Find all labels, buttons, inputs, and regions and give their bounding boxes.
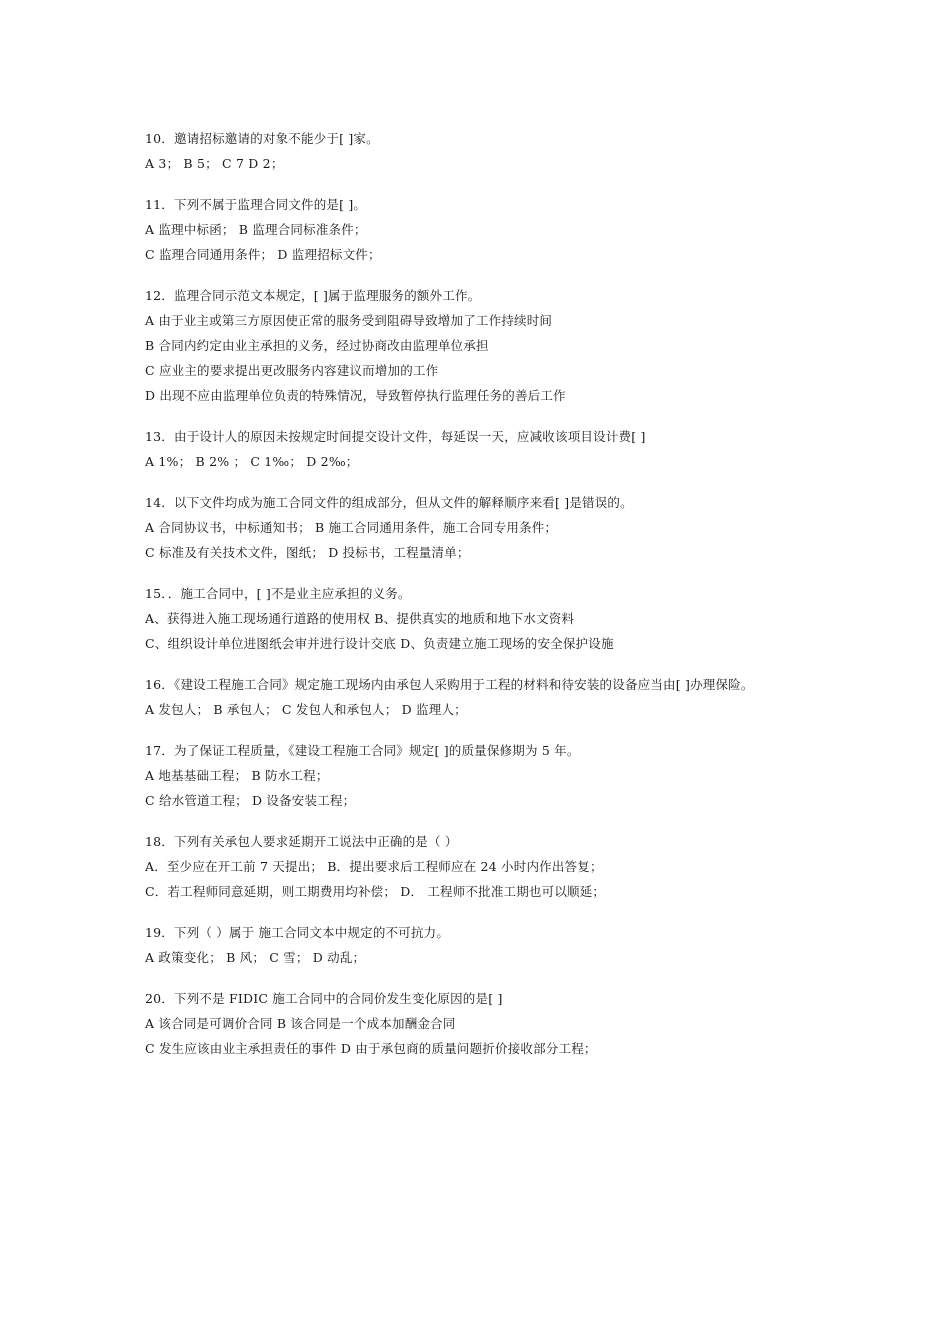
question-14 [145, 490, 815, 565]
question-option: C 标准及有关技术文件，图纸； D 投标书，工程量清单； [145, 545, 470, 560]
question-option: C 监理合同通用条件； D 监理招标文件； [145, 247, 381, 262]
question-option: C 应业主的要求提出更改服务内容建议而增加的工作 [145, 363, 439, 378]
question-option: A 合同协议书，中标通知书； B 施工合同通用条件，施工合同专用条件； [145, 520, 558, 535]
question-option: A 政策变化； B 风； C 雪； D 动乱； [145, 950, 366, 965]
question-stem: 10．邀请招标邀请的对象不能少于[ ]家。 [145, 131, 379, 146]
question-option: C 给水管道工程； D 设备安装工程； [145, 793, 356, 808]
question-12 [145, 283, 815, 408]
question-option: C、组织设计单位进图纸会审并进行设计交底 D、负责建立施工现场的安全保护设施 [145, 636, 614, 651]
question-option: A、获得进入施工现场通行道路的使用权 B、提供真实的地质和地下水文资料 [145, 611, 575, 626]
question-stem: 17．为了保证工程质量，《建设工程施工合同》规定[ ]的质量保修期为 5 年。 [145, 743, 580, 758]
question-stem: 19．下列（ ）属于 施工合同文本中规定的不可抗力。 [145, 925, 450, 940]
question-option: A 地基基础工程； B 防水工程； [145, 768, 329, 783]
question-stem: 14．以下文件均成为施工合同文件的组成部分，但从文件的解释顺序来看[ ]是错误的。 [145, 495, 633, 510]
question-18 [145, 829, 815, 904]
question-option: A 发包人； B 承包人； C 发包人和承包人； D 监理人； [145, 702, 467, 717]
question-16 [145, 672, 815, 722]
question-option: C．若工程师同意延期，则工期费用均补偿； D． 工程师不批准工期也可以顺延； [145, 884, 606, 899]
question-20 [145, 986, 815, 1061]
question-19 [145, 920, 815, 970]
question-stem: 13．由于设计人的原因未按规定时间提交设计文件，每延误一天，应减收该项目设计费[ ] [145, 429, 646, 444]
question-stem: 11．下列不属于监理合同文件的是[ ]。 [145, 197, 367, 212]
question-stem: 18．下列有关承包人要求延期开工说法中正确的是（ ） [145, 834, 458, 849]
question-13 [145, 424, 815, 474]
question-stem: 16．《建设工程施工合同》规定施工现场内由承包人采购用于工程的材料和待安装的设备应当由[ ]办理保险。 [145, 677, 754, 692]
question-list [145, 126, 815, 1077]
question-stem: 12．监理合同示范文本规定，[ ]属于监理服务的额外工作。 [145, 288, 481, 303]
question-10 [145, 126, 815, 176]
question-option: A 由于业主或第三方原因使正常的服务受到阻碍导致增加了工作持续时间 [145, 313, 553, 328]
question-17 [145, 738, 815, 813]
question-option: C 发生应该由业主承担责任的事件 D 由于承包商的质量问题折价接收部分工程； [145, 1041, 597, 1056]
question-option: A 监理中标函； B 监理合同标准条件； [145, 222, 367, 237]
question-option: B 合同内约定由业主承担的义务，经过协商改由监理单位承担 [145, 338, 489, 353]
question-option: D 出现不应由监理单位负责的特殊情况，导致暂停执行监理任务的善后工作 [145, 388, 566, 403]
question-11 [145, 192, 815, 267]
question-15 [145, 581, 815, 656]
question-option: A 3； B 5； C 7 D 2； [145, 156, 284, 171]
question-option: A．至少应在开工前 7 天提出； B．提出要求后工程师应在 24 小时内作出答复； [145, 859, 603, 874]
question-option: A 该合同是可调价合同 B 该合同是一个成本加酬金合同 [145, 1016, 456, 1031]
question-option: A 1%； B 2% ； C 1‰； D 2‰； [145, 454, 359, 469]
question-stem: 20．下列不是 FIDIC 施工合同中的合同价发生变化原因的是[ ] [145, 991, 503, 1006]
question-stem: 15．．施工合同中，[ ]不是业主应承担的义务。 [145, 586, 411, 601]
